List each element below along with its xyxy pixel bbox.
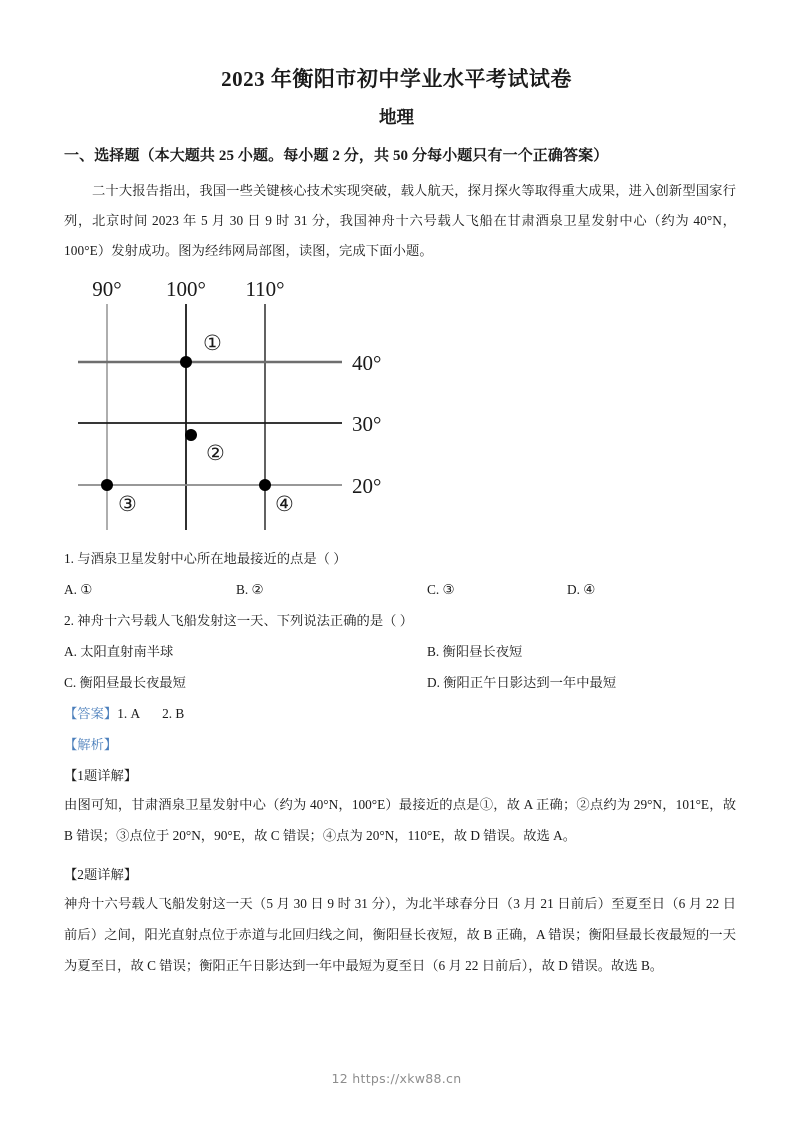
- answer-item-1: 1. A: [117, 706, 141, 721]
- detail-2-heading: 【2题详解】: [64, 867, 138, 882]
- lat-label-20: 20°: [352, 474, 382, 498]
- answer-item-2: 2. B: [162, 706, 185, 721]
- question-1-option-c[interactable]: C. ③: [427, 582, 455, 597]
- lat-label-40: 40°: [352, 351, 382, 375]
- lon-label-100: 100°: [166, 277, 206, 301]
- page-title: 2023 年衡阳市初中学业水平考试试卷: [221, 67, 572, 91]
- point-2-marker: ②: [206, 441, 225, 465]
- question-1-stem: 1. 与酒泉卫星发射中心所在地最接近的点是（ ）: [64, 551, 347, 566]
- latitude-longitude-grid-figure: [60, 268, 460, 548]
- point-1-dot: [180, 356, 192, 368]
- detail-1-heading: 【1题详解】: [64, 768, 138, 783]
- point-1-marker: ①: [203, 331, 222, 355]
- subject-title: 地理: [379, 107, 414, 127]
- question-2-stem: 2. 神舟十六号载人飞船发射这一天、下列说法正确的是（ ）: [64, 613, 414, 628]
- analysis-tag: 【解析】: [64, 737, 118, 752]
- analysis-line: [64, 734, 736, 756]
- point-2-dot: [185, 429, 197, 441]
- point-3-dot: [101, 479, 113, 491]
- answer-line: [64, 703, 736, 725]
- question-1-option-d[interactable]: D. ④: [567, 582, 596, 597]
- question-2-option-b[interactable]: B. 衡阳昼长夜短: [427, 644, 523, 659]
- question-2-options-row-2: [64, 672, 736, 694]
- detail-2-body: 神舟十六号载人飞船发射这一天（5 月 30 日 9 时 31 分），为北半球春分日（3 月 21 日前后）至夏至日（6 月 22 日前后）之间，阳光直射点位于赤道与北回归线之间，衡阳昼长夜短，故 B 正确，A 错误；衡阳昼最长夜最短的一天为夏至日，故 C 错误；衡阳正午日影达到一年中最短为夏至日（6 月 22 日前后），故 D 错误。故选 B。: [64, 896, 736, 973]
- question-1-options: [64, 579, 736, 601]
- question-2-options-row-1: [64, 641, 736, 663]
- lat-label-30: 30°: [352, 412, 382, 436]
- question-2-option-c[interactable]: C. 衡阳昼最长夜最短: [64, 675, 186, 690]
- detail-1-body: 由图可知，甘肃酒泉卫星发射中心（约为 40°N，100°E）最接近的点是①，故 A 正确；②点约为 29°N，101°E，故 B 错误；③点位于 20°N，90°E，故 C 错误；④点为 20°N，110°E，故 D 错误。故选 A。: [64, 797, 736, 843]
- question-1-option-b[interactable]: B. ②: [236, 582, 264, 597]
- question-1-option-a[interactable]: A. ①: [64, 582, 93, 597]
- question-2-option-a[interactable]: A. 太阳直射南半球: [64, 644, 174, 659]
- point-4-marker: ④: [275, 492, 294, 516]
- section-header: 一、选择题（本大题共 25 小题。每小题 2 分，共 50 分每小题只有一个正确答案）: [64, 148, 609, 164]
- page-footer: 12 https://xkw88.cn: [331, 1071, 462, 1086]
- intro-paragraph: 二十大报告指出，我国一些关键核心技术实现突破，载人航天，探月探火等取得重大成果，进入创新型国家行列，北京时间 2023 年 5 月 30 日 9 时 31 分，我国神舟十六号载人飞船在甘肃酒泉卫星发射中心（约为 40°N，100°E）发射成功。图为经纬网局部图，读图，完成下面小题。: [64, 183, 736, 258]
- point-3-marker: ③: [118, 492, 137, 516]
- point-4-dot: [259, 479, 271, 491]
- lon-label-110: 110°: [245, 277, 285, 301]
- lon-label-90: 90°: [92, 277, 122, 301]
- answer-tag: 【答案】: [64, 706, 118, 721]
- question-2-option-d[interactable]: D. 衡阳正午日影达到一年中最短: [427, 675, 617, 690]
